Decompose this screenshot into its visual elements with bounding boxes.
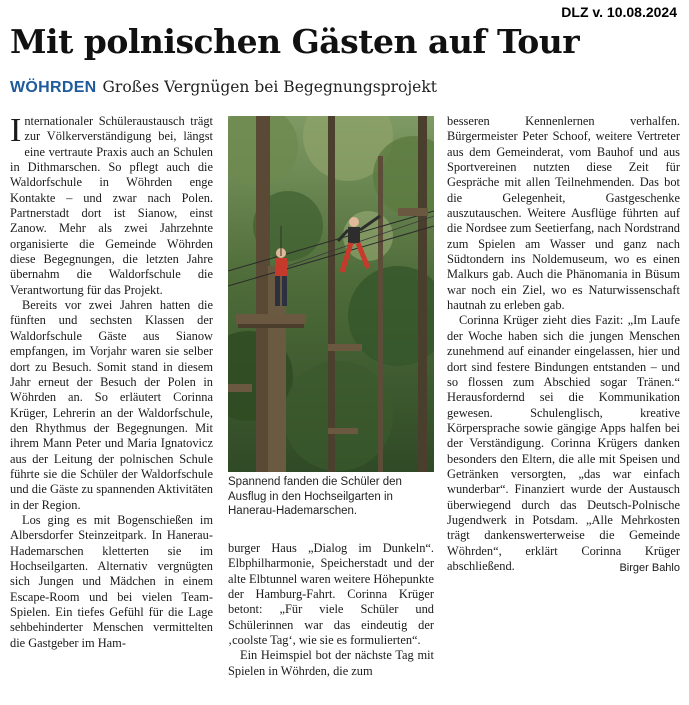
author-byline: Birger Bahlo	[619, 561, 680, 574]
article-paragraph: besseren Kennenlernen verhalfen. Bürgermeister Peter Schoof, weitere Vertreter aus dem Gemeinderat, vom Bauhof und aus Sportvereinen nutzten diese Zeit für Gespräche mit allen Teilnehmenden. Das bot die Gelegenheit, Gastgeschenke auszutauschen. Weitere Ausflüge führten auf die Nordsee zum Seetierfang, nach Nordstrand zum Spielen am Wasser und ganz nach Südtondern ins Noldemuseum, wo es einen Malkurs gab. Auch die Phänomania in Büsum war noch ein Ziel, wo es Naturwissenschaft hautnah zu erleben gab.	[447, 114, 680, 313]
source-label: DLZ v. 10.08.2024	[561, 4, 677, 20]
article-paragraph: Internationaler Schüleraustausch trägt zur Völkerverständigung bei, längst eine vertraute Praxis auch an Schulen in Dithmarschen. So pflegt auch die Waldorfschule in Wöhrden enge Kontakte – und zwar nach Polen. Partnerstadt dort ist Sianow, einst Zanow. Mehr als zwei Jahrzehnte organisierte die Gemeinde Wöhrden diese Begegnungen, die letzten Jahre übernahm die Waldorfschule die Verantwortung für das Projekt.	[10, 112, 213, 297]
article-column-2	[228, 541, 434, 679]
article-paragraph: Corinna Krüger zieht dies Fazit: „Im Laufe der Woche haben sich die jungen Menschen zunehmend auf einander eingelassen, hier und dort sind festere Bindungen entstanden – und so flossen zum Abschied sogar Tränen.“ Herausfordernd sei die Kommunikation gewesen. Schulenglisch, kreative Körpersprache sowie gängige Apps halfen bei der Verständigung. Corinna Krügers danken besonders den Eltern, die alle mit Speisen und Getränken versorgten, „das war einfach wunderbar“. Finanziert wurde der Austausch überwiegend durch das Deutsch-Polnische Jugendwerk in Potsdam. „Alle Mehrkosten trägt dankenswerterweise die Gemeinde Wöhrden“, erklärt Corinna Krüger abschließend. Birger Bahlo	[447, 313, 680, 574]
headline: Mit polnischen Gästen auf Tour	[10, 22, 580, 61]
drop-cap: I	[10, 112, 22, 149]
article-paragraph: burger Haus „Dialog im Dunkeln“. Elbphilharmonie, Speicherstadt und der alte Elbtunnel waren weitere Höhepunkte der Hamburg-Fahrt. Corinna Krüger betont: „Für viele Schüler und Schülerinnen war das eindeutig der ‚coolste Tag‘, wie sie es formulierten“.	[228, 541, 434, 648]
article-paragraph: Los ging es mit Bogenschießen im Albersdorfer Steinzeitpark. In Hanerau-Hademarschen kletterten sie im Hochseilgarten. Alternativ vergnügten sich Jungen und Mädchen in einem Escape-Room und bei vielen Team-Spielen. Ein tiefes Gefühl für die Lage sehbehinderter Menschen vermittelten die Gastgeber im Ham-	[10, 512, 213, 650]
article-paragraph: Bereits vor zwei Jahren hatten die fünften und sechsten Klassen der Waldorfschule Gäste aus Sianow empfangen, im Vorjahr waren sie selber dort zu Besuch. Somit stand in diesem Jahr erneut der Besuch der Polen in Wöhrden an. So erläutert Corinna Krüger, Lehrerin an der Waldorfschule, den Rhythmus der Begegnungen. Mit ihrem Mann Peter und Maria Ignatovicz aus der Leitung der polnischen Schule führte sie die Schüler der Waldorfschule und die Gäste zu spannenden Aktivitäten in der Region.	[10, 298, 213, 512]
subheadline	[10, 78, 437, 97]
photo-caption: Spannend fanden die Schüler den Ausflug in den Hochseilgarten in Hanerau-Hademarschen.	[228, 476, 402, 517]
article-column-1	[10, 114, 213, 651]
article-photo-high-ropes-course	[228, 116, 434, 472]
article-paragraph: Ein Heimspiel bot der nächste Tag mit Spielen in Wöhrden, die zum	[228, 648, 434, 678]
subheadline-text: Großes Vergnügen bei Begegnungsprojekt	[102, 78, 437, 96]
article-column-3	[447, 114, 680, 576]
location-keyword: WÖHRDEN	[10, 79, 97, 96]
